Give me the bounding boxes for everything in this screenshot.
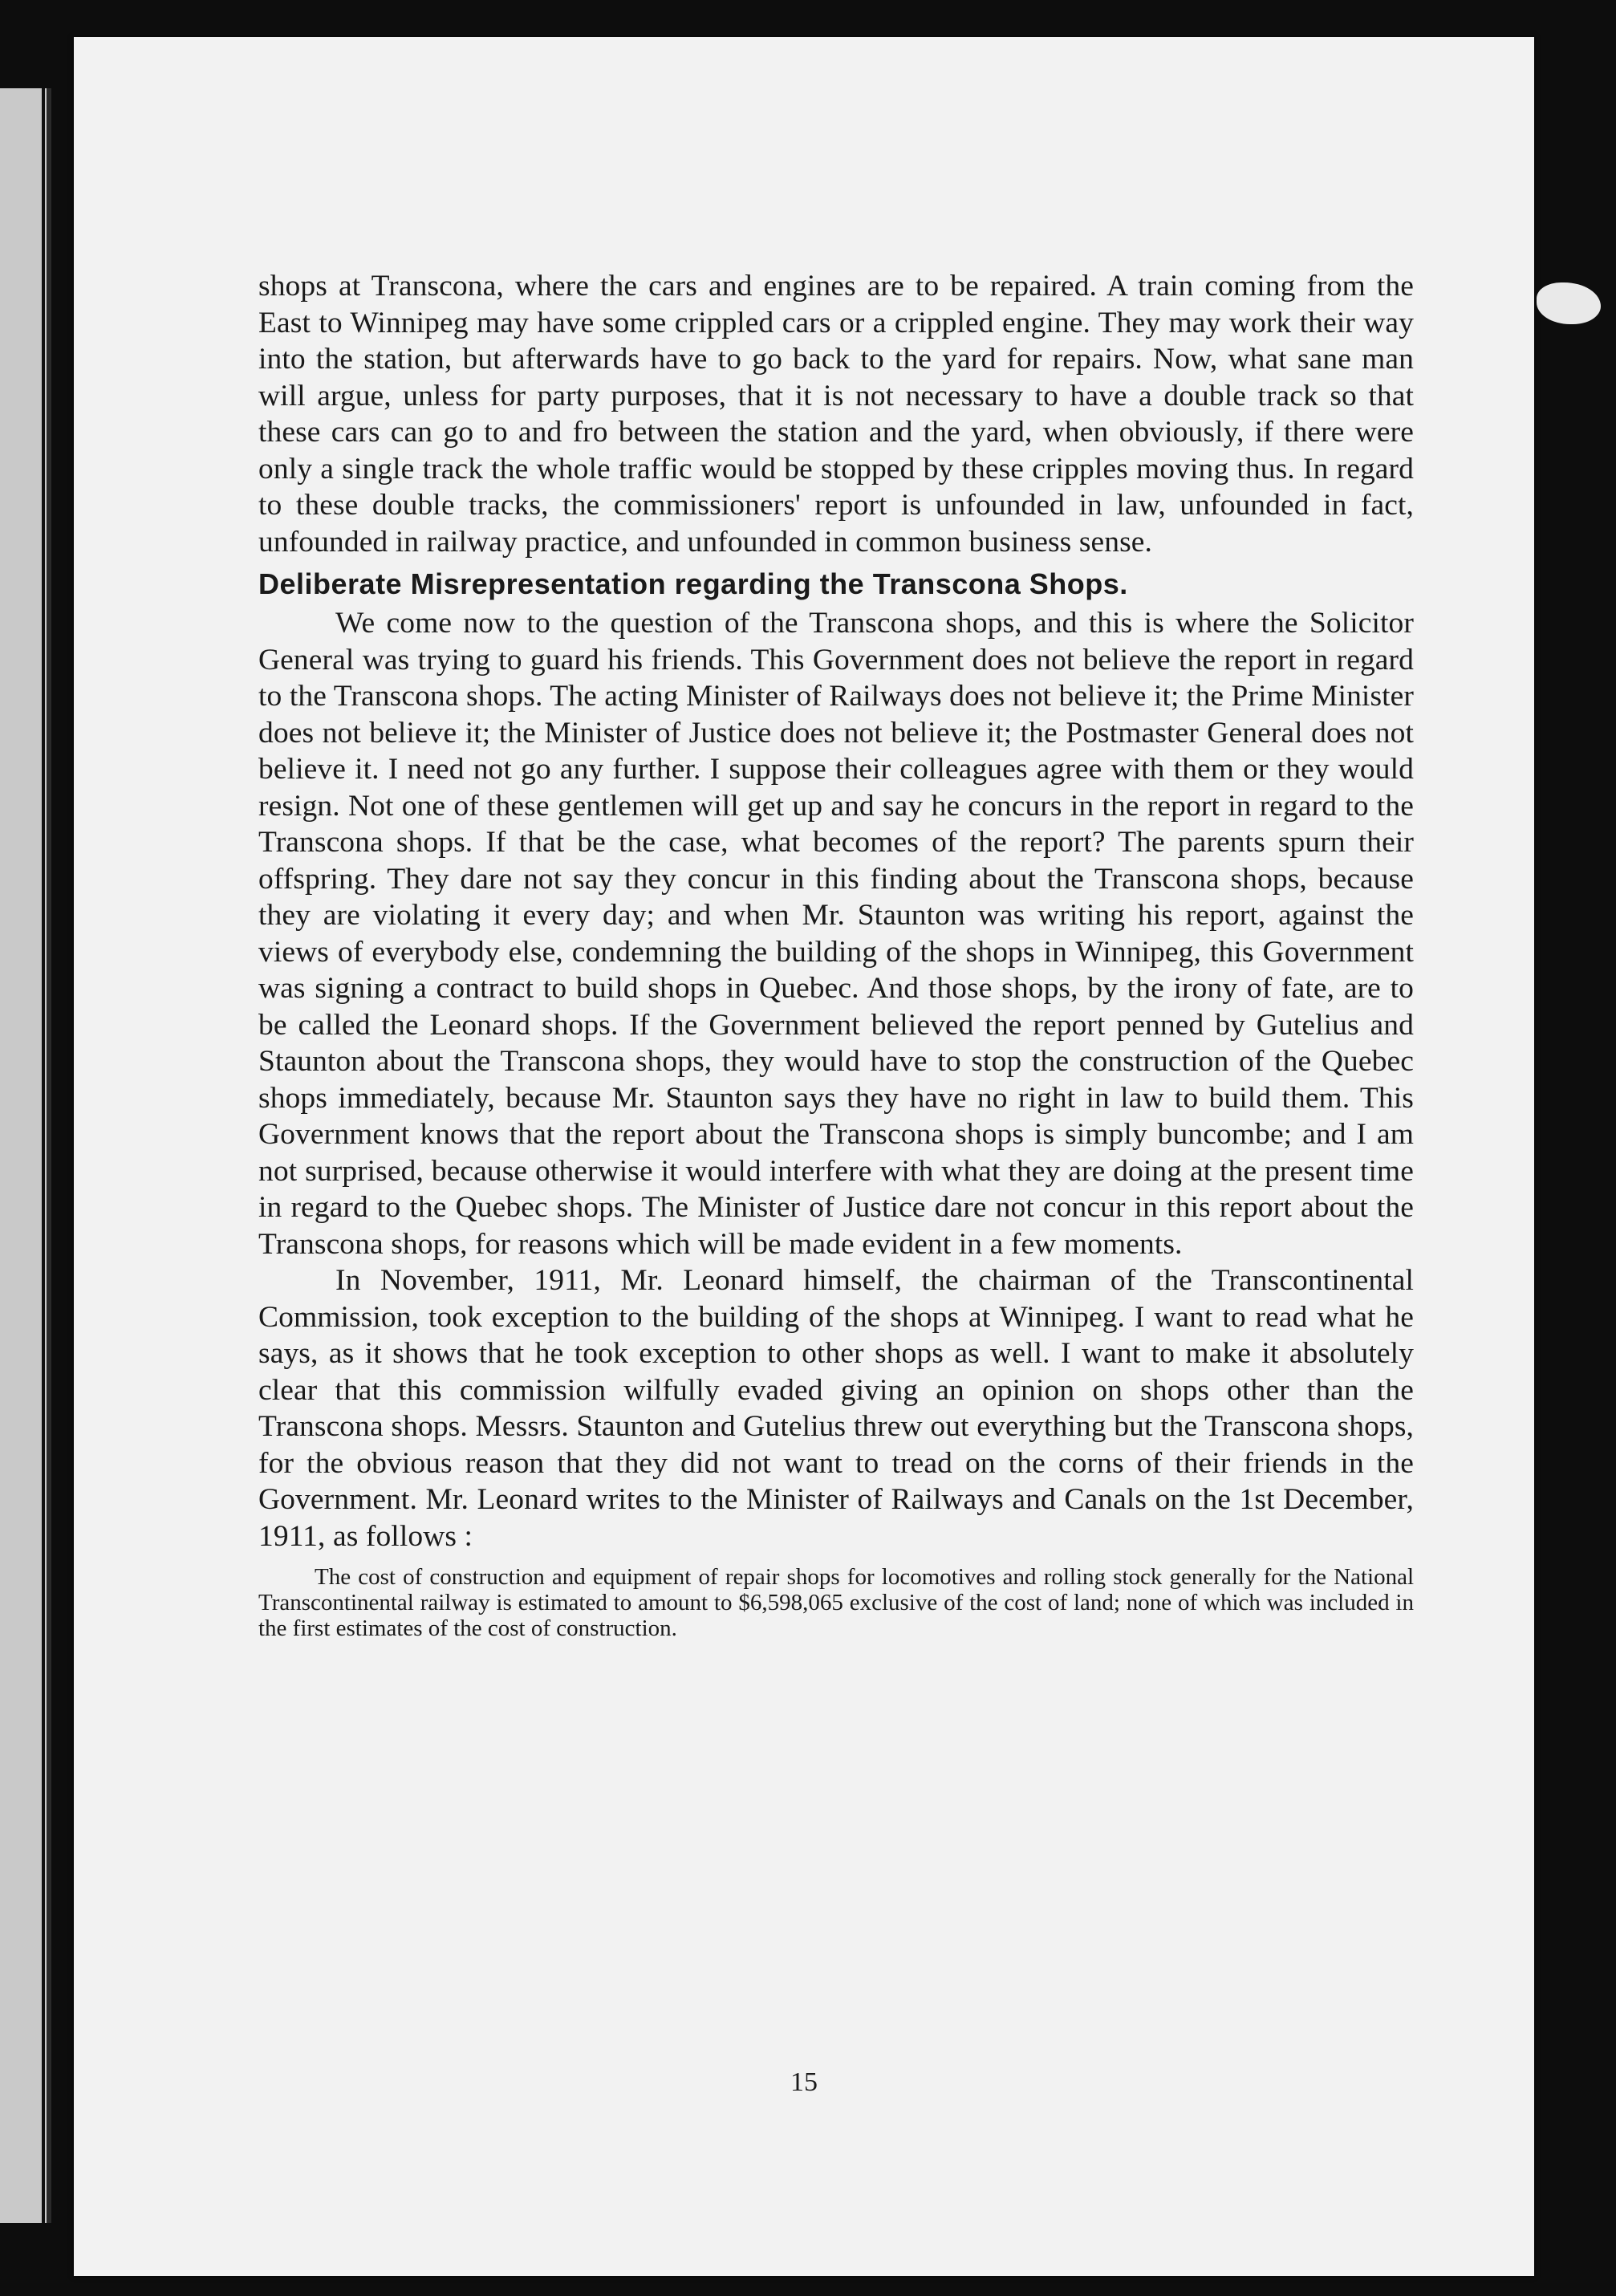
section-heading: Deliberate Misrepresentation regarding the Transcona Shops. — [258, 567, 1128, 600]
paragraph-continued: shops at Transcona, where the cars and engines are to be repaired. A train coming from the East to Winnipeg may have some crippled cars or a crippled engine. They may work their way into the station, but afterwards have to go back to the yard for repairs. Now, what sane man will argue, unless for party purposes, that it is not necessary to have a double track so that these cars can go to and fro between the station and the yard, when obviously, if there were only a single track the whole traffic would be stopped by these cripples moving thus. In regard to these double tracks, the commissioners' report is unfounded in law, unfounded in fact, unfounded in railway practice, and unfounded in common business sense. — [258, 270, 1414, 559]
paragraph-transcona-shops: We come now to the question of the Transcona shops, and this is where the Solicitor General was trying to guard his friends. This Government does not believe the report in regard to the Transcona shops. The acting Minister of Railways does not believe it; the Prime Minister does not believe it; the Minister of Justice does not believe it; the Postmaster General does not believe it. I need not go any further. I suppose their colleagues agree with them or they would resign. Not one of these gentlemen will get up and say he concurs in the report in regard to the Transcona shops. If that be the case, what becomes of the report? The parents spurn their offspring. They dare not say they concur in this finding about the Transcona shops, because they are violating it every day; and when Mr. Staunton was writing his report, against the views of everybody else, condemning the building of the shops in Winnipeg, this Government was signing a contract to build shops in Quebec. And those shops, by the irony of fate, are to be called the Leonard shops. If the Government believed the report penned by Gutelius and Staunton about the Transcona shops, they would have to stop the construction of the Quebec shops immediately, because Mr. Staunton says they have no right in law to build them. This Government knows that the report about the Transcona shops is simply buncombe; and I am not surprised, because otherwise it would interfere with what they are doing at the present time in regard to the Quebec shops. The Minister of Justice dare not concur in this report about the Transcona shops, for reasons which will be made evident in a few moments. — [258, 607, 1414, 1261]
binding-fold — [42, 88, 45, 2223]
body-text — [258, 268, 1414, 1641]
page-number: 15 — [790, 2067, 818, 2097]
torn-paper-fragment — [1537, 282, 1601, 324]
block-quote: The cost of construction and equipment of repair shops for locomotives and rolling stock generally for the National Transcontinental railway is estimated to amount to $6,598,065 exclusive of the cost of land; none of which was included in the first estimates of the cost of construction. — [258, 1564, 1414, 1641]
adjacent-page-edge — [0, 88, 51, 2223]
document-page — [74, 37, 1534, 2276]
paragraph-leonard-letter: In November, 1911, Mr. Leonard himself, the chairman of the Transcontinental Commission, took exception to the building of the shops at Winnipeg. I want to read what he says, as it shows that he took exception to other shops as well. I want to make it absolutely clear that this commission wilfully evaded giving an opinion on shops other than the Transcona shops. Messrs. Staunton and Gutelius threw out everything but the Transcona shops, for the obvious reason that they did not want to tread on the corns of their friends in the Government. Mr. Leonard writes to the Minister of Railways and Canals on the 1st December, 1911, as follows : — [258, 1264, 1414, 1553]
